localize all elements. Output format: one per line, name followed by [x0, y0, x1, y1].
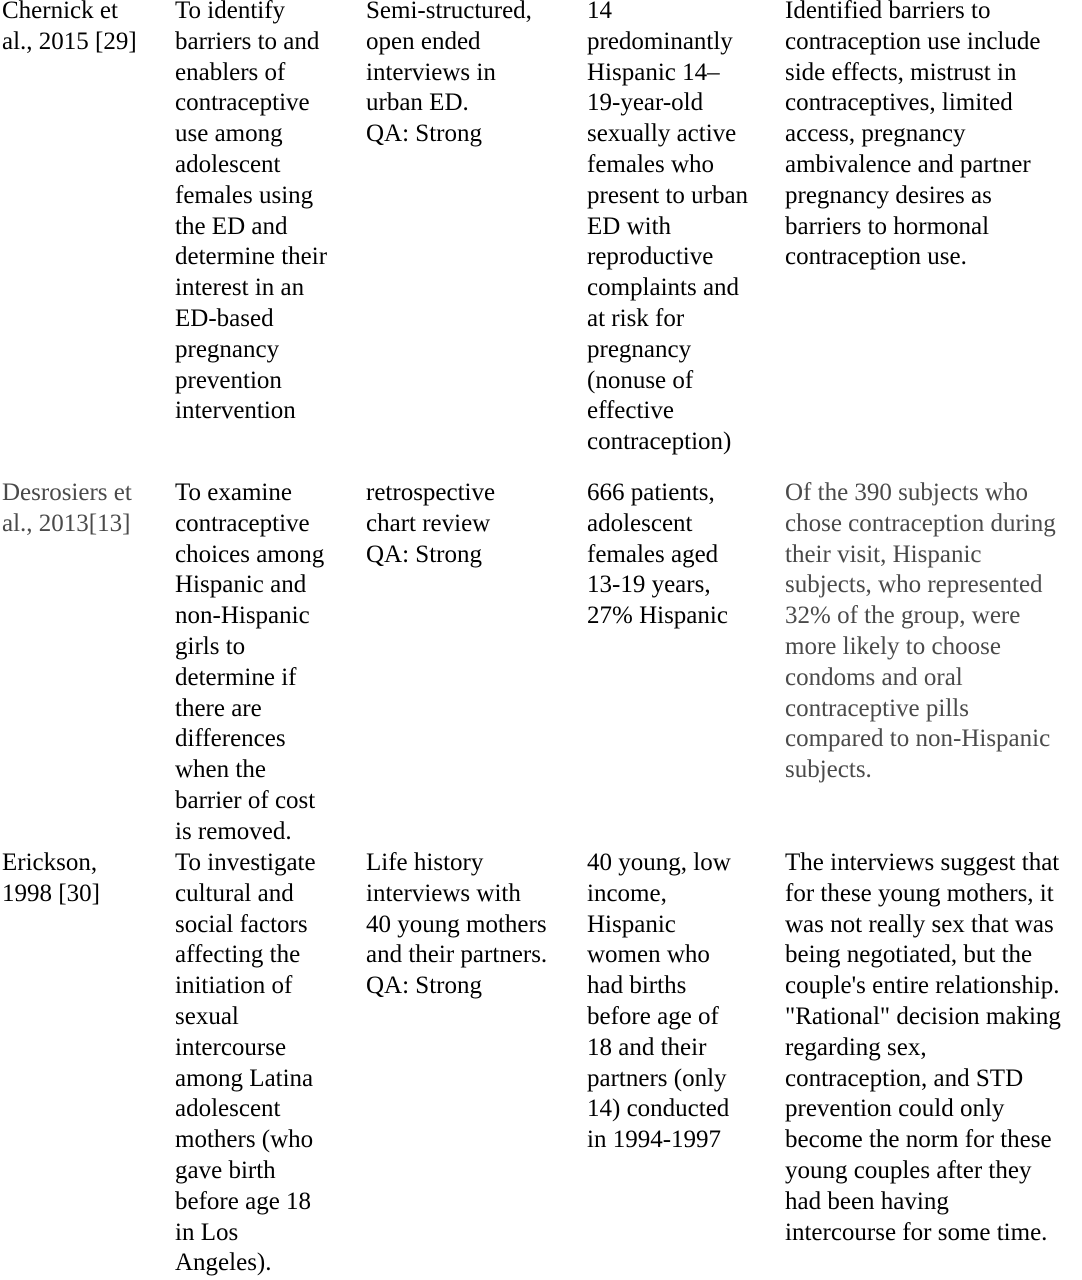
population-cell: 666 patients, adolescent females aged 13-19 years, 27% Hispanic: [587, 479, 728, 630]
findings-cell: Of the 390 subjects who chose contraception during their visit, Hispanic subjects, who represented 32% of the group, were more likely to choose condoms and oral contraceptive pills compared to non-Hispanic subjects.: [785, 479, 1056, 784]
objective-cell: To identify barriers to and enablers of contraceptive use among adolescent females using the ED and determine their interest in an ED-based pregnancy prevention intervention: [175, 0, 328, 425]
population-cell: 40 young, low income, Hispanic women who had births before age of 18 and their partners (only 14) conducted in 1994-1997: [587, 849, 731, 1154]
study-cell: Erickson, 1998 [30]: [2, 849, 100, 907]
population-cell: 14 predominantly Hispanic 14– 19-year-old sexually active females who present to urban ED with reproductive complaints and at risk for pregnancy (nonuse of effective contraception): [587, 0, 749, 456]
findings-cell: Identified barriers to contraception use include side effects, mistrust in contraceptives, limited access, pregnancy ambivalence and partner pregnancy desires as barriers to hormonal contraception use.: [785, 0, 1041, 271]
objective-cell: To investigate cultural and social factors affecting the initiation of sexual intercourse among Latina adolescent mothers (who gave birth before age 18 in Los Angeles).: [175, 849, 316, 1277]
findings-cell: The interviews suggest that for these young mothers, it was not really sex that was being negotiated, but the couple's entire relationship. "Rational" decision making regarding sex, contraception, and STD prevention could only become the norm for these young couples after they had been having intercourse for some time.: [785, 849, 1061, 1246]
design-cell: retrospective chart review QA: Strong: [366, 479, 496, 568]
study-cell: Desrosiers et al., 2013[13]: [2, 479, 132, 537]
design-cell: Semi-structured, open ended interviews in urban ED. QA: Strong: [366, 0, 532, 148]
study-cell: Chernick et al., 2015 [29]: [2, 0, 137, 55]
design-cell: Life history interviews with 40 young mothers and their partners. QA: Strong: [366, 849, 548, 1000]
objective-cell: To examine contraceptive choices among Hispanic and non-Hispanic girls to determine if there are differences when the barrier of cost is removed.: [175, 479, 325, 845]
